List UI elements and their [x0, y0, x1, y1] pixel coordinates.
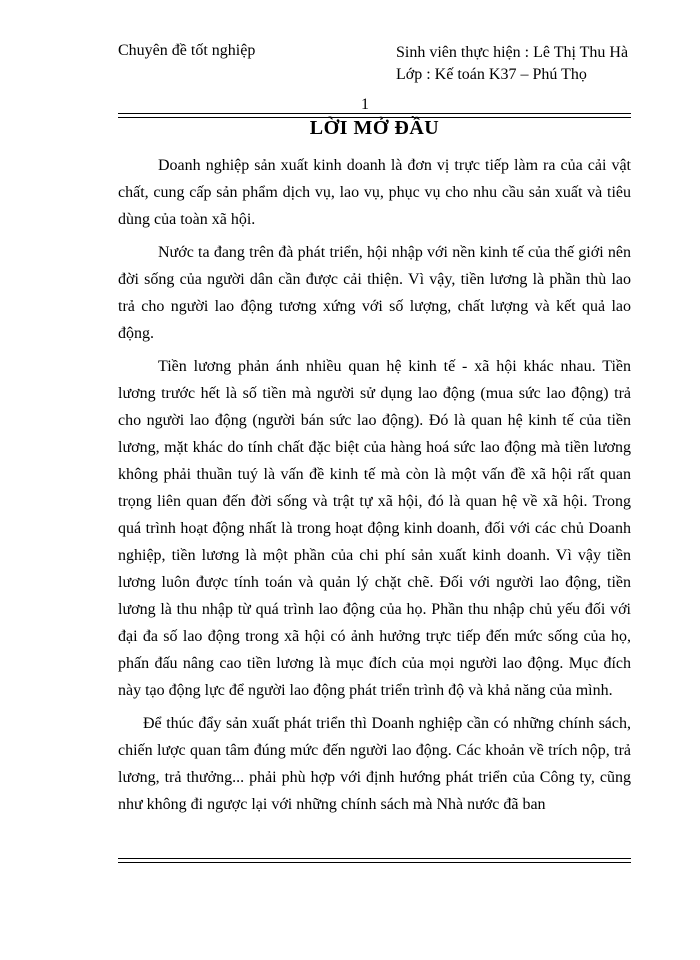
header-left-title: Chuyên đề tốt nghiệp: [118, 42, 256, 59]
header-class: Lớp : Kế toán K37 – Phú Thọ: [396, 66, 587, 83]
page-number: 1: [361, 96, 369, 113]
page-title: LỜI MỞ ĐẦU: [309, 117, 440, 139]
paragraph: Tiền lương phản ánh nhiều quan hệ kinh tế - xã hội khác nhau. Tiền lương trước hết là số tiền mà người sử dụng lao động (mua sức lao động) trả cho người lao động (người bán sức lao động). Đó là quan hệ kinh tế của tiền lương, mặt khác do tính chất đặc biệt của hàng hoá sức lao động mà tiền lương không phải thuần tuý là vấn đề kinh tế mà còn là một vấn đề xã hội rất quan trọng liên quan đến đời sống và trật tự xã hội, đó là quan hệ về xã hội. Trong quá trình hoạt động nhất là trong hoạt động kinh doanh, đối với các chủ Doanh nghiệp, tiền lương là một phần của chi phí sản xuất kinh doanh. Vì vậy tiền lương luôn được tính toán và quản lý chặt chẽ. Đối với người lao động, tiền lương là thu nhập từ quá trình lao động của họ. Phần thu nhập chủ yếu đối với đại đa số lao động trong xã hội có ảnh hưởng trực tiếp đến mức sống của họ, phấn đấu nâng cao tiền lương là mục đích của mọi người lao động. Mục đích này tạo động lực để người lao động phát triển trình độ và khả năng của mình.: [118, 358, 631, 699]
paragraph: Nước ta đang trên đà phát triển, hội nhập với nền kinh tế của thế giới nên đời sống của người dân cần được cải thiện. Vì vậy, tiền lương là phần thù lao trả cho người lao động tương xứng với số lượng, chất lượng và kết quả lao động.: [118, 244, 631, 342]
paragraph: Để thúc đẩy sản xuất phát triển thì Doanh nghiệp cần có những chính sách, chiến lược quan tâm đúng mức đến người lao động. Các khoản về trích nộp, trả lương, trả thưởng... phải phù hợp với định hướng phát triển của Công ty, cũng như không đi ngược lại với những chính sách mà Nhà nước đã ban: [118, 715, 631, 813]
paragraph: Doanh nghiệp sản xuất kinh doanh là đơn vị trực tiếp làm ra của cải vật chất, cung cấp sản phẩm dịch vụ, lao vụ, phục vụ cho nhu cầu sản xuất và tiêu dùng của toàn xã hội.: [118, 157, 631, 228]
header-student: Sinh viên thực hiện : Lê Thị Thu Hà: [396, 44, 629, 61]
header-right-info: [396, 42, 628, 86]
footer-divider: [118, 858, 631, 863]
body-text: [118, 152, 631, 824]
